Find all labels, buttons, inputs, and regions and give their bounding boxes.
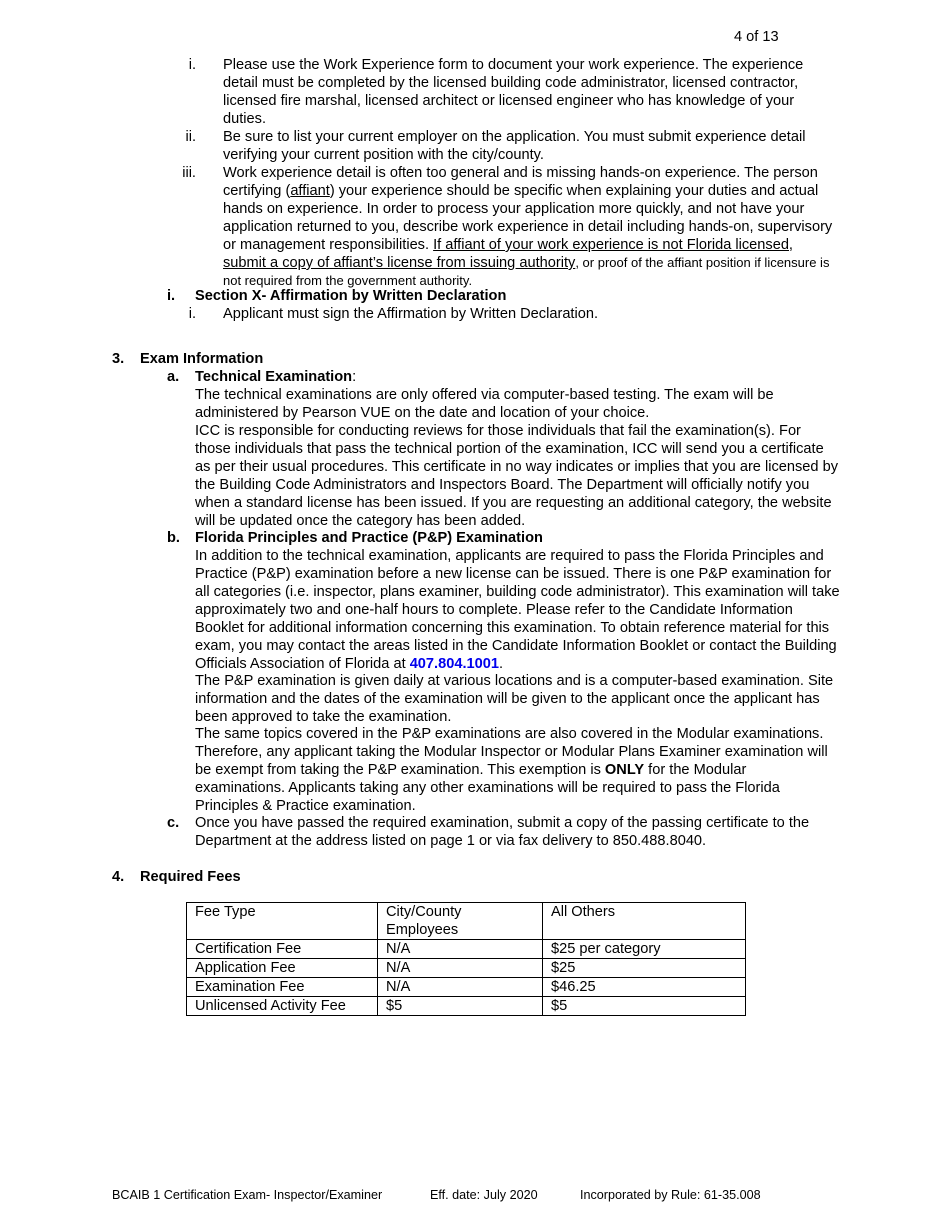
table-header-cell: All Others [543, 903, 746, 940]
list-item-text: Work experience detail is often too general and is missing hands-on experience. The person certifying (affiant) your experience should be specific when explaining your duties and actual hands on experience. In order to process your application more quickly, and not have your application returned to you, describe work experience in detail including hands-on, supervisory or management responsibilities. If affiant of your work experience is not Florida licensed, submit a copy of affiant’s license from issuing authority, or proof of the affiant position if licensure is not required from the government authority. [223, 165, 833, 288]
list-item-text: Be sure to list your current employer on the application. You must submit experience detail verifying your current position with the city/county. [223, 129, 806, 163]
table-cell: Application Fee [187, 959, 378, 978]
phone-link[interactable]: 407.804.1001 [409, 656, 499, 672]
table-cell: $5 [543, 997, 746, 1016]
fees-table [186, 902, 746, 1016]
list-item-text: Please use the Work Experience form to document your work experience. The experience detail must be completed by the licensed building code administrator, licensed contractor, licensed fire marshal, licensed architect or licensed engineer who has knowledge of your duties. [223, 57, 804, 127]
table-cell: $5 [378, 997, 543, 1016]
table-cell: Certification Fee [187, 940, 378, 959]
pp-exam-title: Florida Principles and Practice (P&P) Examination [195, 530, 543, 546]
table-cell: N/A [378, 940, 543, 959]
table-row [187, 978, 746, 997]
section-x-title: Section X- Affirmation by Written Declaration [195, 288, 507, 304]
list-item-number: ii. [185, 129, 196, 145]
technical-exam-title: Technical Examination: [195, 369, 357, 385]
table-cell: $25 per category [543, 940, 746, 959]
table-header-cell: Fee Type [187, 903, 378, 940]
subsection-letter-c: c. [167, 815, 180, 831]
section-heading-fees: 4. Required Fees [112, 869, 241, 885]
table-header-row [187, 903, 746, 940]
table-header-cell: City/County Employees [378, 903, 543, 940]
affiant-term: affiant [290, 183, 330, 199]
list-item-text: Applicant must sign the Affirmation by Written Declaration. [223, 306, 599, 322]
pp-exam-paragraph-1: In addition to the technical examination, applicants are required to pass the Florida Principles and Practice (P&P) examination before a new license can be issued. There is one P&P examination for all categories (i.e. inspector, plans examiner, building code administrator). This examination will take approximately two and one-half hours to complete. Please refer to the Candidate Information Booklet for additional information concerning this examination. To obtain reference material for this exam, you may contact the areas listed in the Candidate Information Booklet or contact the Building Officials Association of Florida at 407.804.1001. [195, 548, 840, 672]
footer-rule: Incorporated by Rule: 61-35.008 [580, 1188, 761, 1202]
footer-effective-date: Eff. date: July 2020 [430, 1188, 538, 1202]
table-row [187, 997, 746, 1016]
table-cell: $25 [543, 959, 746, 978]
pp-exam-paragraph-2: The P&P examination is given daily at various locations and is a computer-based examination. Site information and the dates of the examination will be given to the applicant once the applicant has been approved to take the examination. [195, 673, 834, 725]
table-cell: Examination Fee [187, 978, 378, 997]
page-number: 4 of 13 [734, 29, 779, 45]
table-cell: Unlicensed Activity Fee [187, 997, 378, 1016]
technical-exam-paragraph-1: The technical examinations are only offered via computer-based testing. The exam will be administered by Pearson VUE on the date and location of your choice. [195, 387, 774, 421]
affiant-license-note: If affiant of your work experience is not Florida licensed, submit a copy of affiant’s license from issuing authority [223, 237, 793, 271]
table-cell: N/A [378, 959, 543, 978]
list-item-number: iii. [182, 165, 196, 181]
technical-exam-paragraph-2: ICC is responsible for conducting reviews for those individuals that fail the examination(s). For those individuals that pass the technical portion of the examination, ICC will send you a certificate as per their usual procedures. This certificate in no way indicates or implies that you are licensed by the Building Code Administrators and Inspectors Board. The Department will officially notify you when a standard license has been issued. If you are requesting an additional category, the website will be updated once the category has been added. [195, 423, 838, 529]
table-cell: $46.25 [543, 978, 746, 997]
section-heading-exam: 3. Exam Information [112, 351, 264, 367]
pp-exam-paragraph-3: The same topics covered in the P&P examinations are also covered in the Modular examinations. Therefore, any applicant taking the Modular Inspector or Modular Plans Examiner examination will be exempt from taking the P&P examination. This exemption is ONLY for the Modular examinations. Applicants taking any other examinations will be required to pass the Florida Principles & Practice examination. [195, 726, 828, 814]
section-x-letter: i. [167, 288, 176, 304]
table-row [187, 940, 746, 959]
subsection-letter-b: b. [167, 530, 180, 546]
table-row [187, 959, 746, 978]
table-cell: N/A [378, 978, 543, 997]
list-item-number: i. [188, 306, 196, 322]
list-item-number: i. [188, 57, 196, 73]
subsection-letter-a: a. [167, 369, 180, 385]
passing-certificate-text: Once you have passed the required examination, submit a copy of the passing certificate to the Department at the address listed on page 1 or via fax delivery to 850.488.8040. [195, 815, 810, 849]
footer-form-name: BCAIB 1 Certification Exam- Inspector/Examiner [112, 1188, 383, 1202]
